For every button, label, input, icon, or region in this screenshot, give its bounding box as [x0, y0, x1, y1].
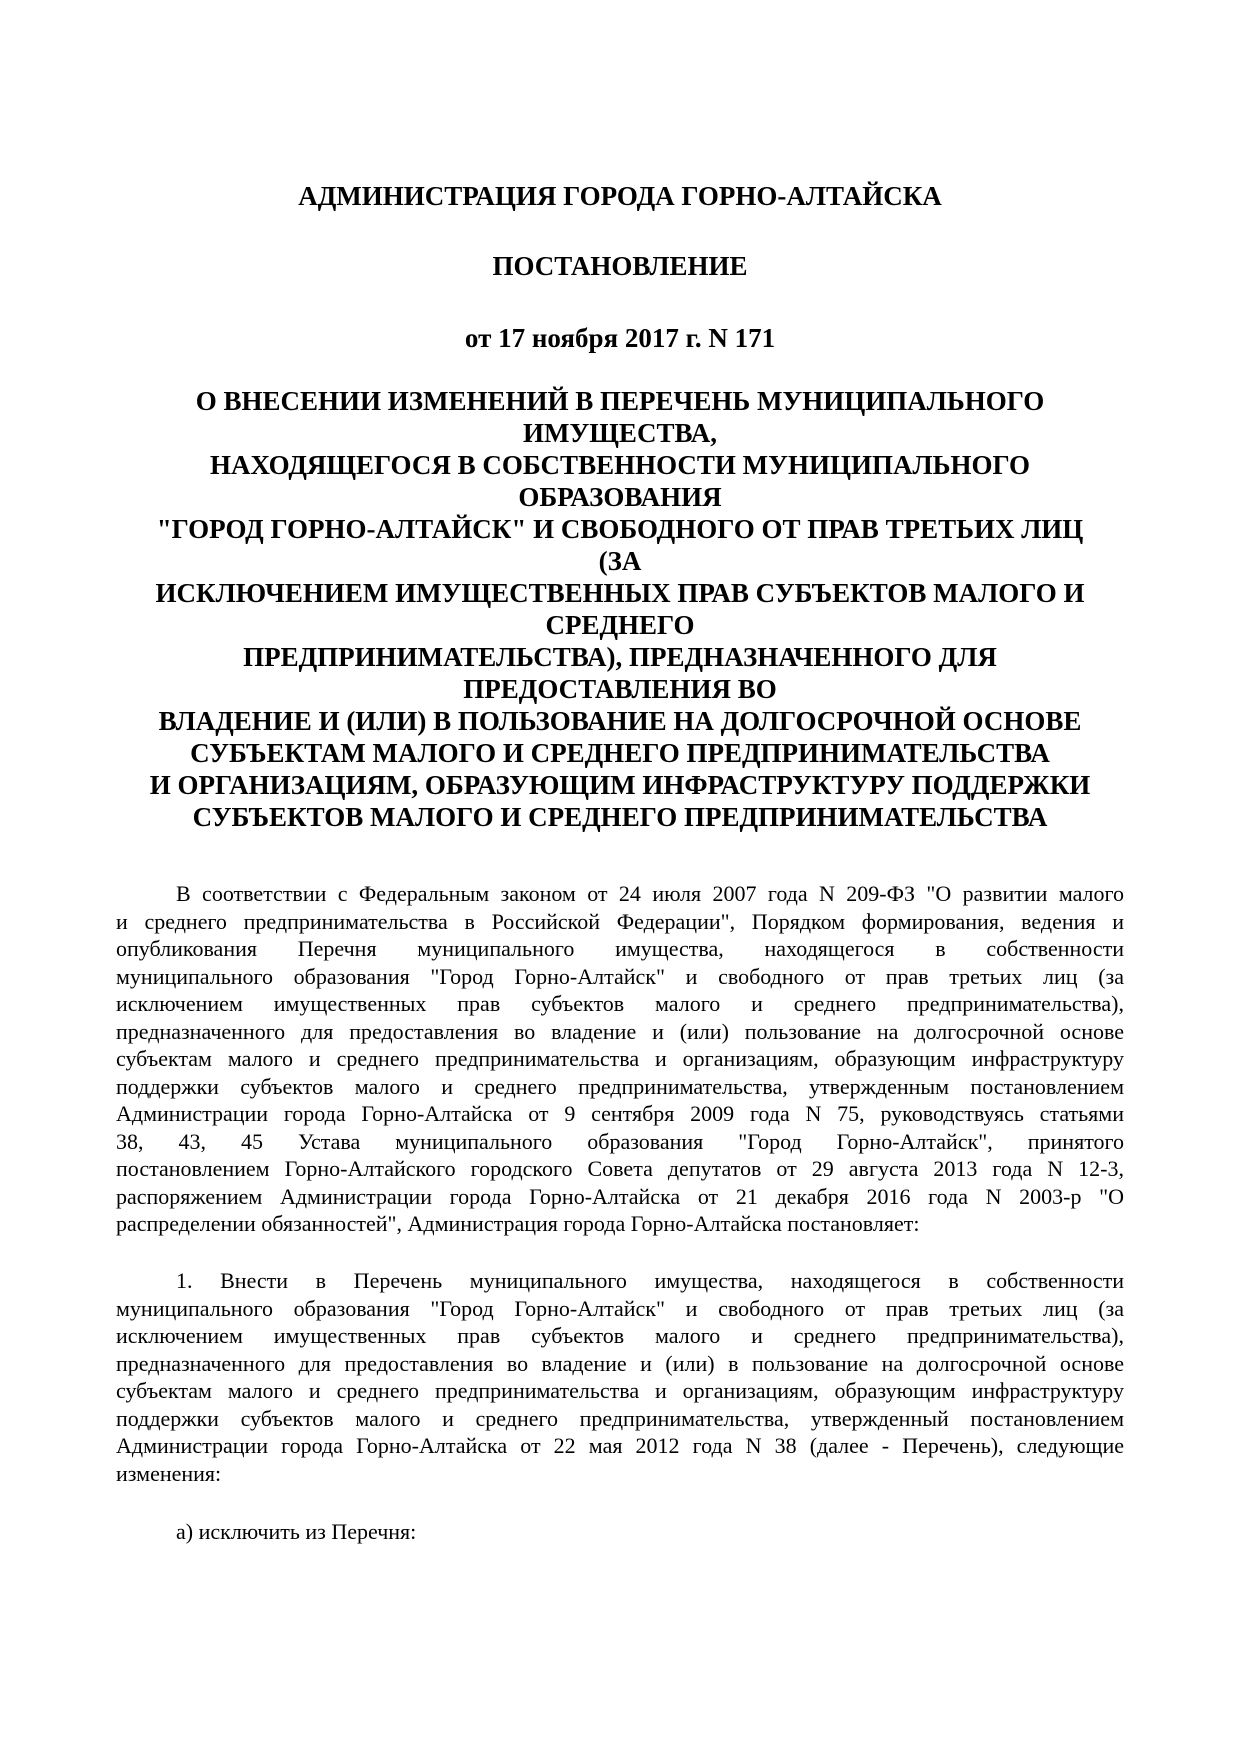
title-line: ОБРАЗОВАНИЯ: [518, 482, 722, 512]
paragraph-line: исключением имущественных прав субъектов малого и среднего предпринимательства),: [116, 1323, 1124, 1348]
paragraph-line: поддержки субъектов малого и среднего предпринимательства, утвержденный постановлением: [116, 1405, 1124, 1431]
paragraph-line: В соответствии с Федеральным законом от 24 июля 2007 года N 209-ФЗ "О развитии малого: [176, 881, 1124, 906]
title-line: (ЗА: [598, 546, 642, 576]
title-line: "ГОРОД ГОРНО-АЛТАЙСК" И СВОБОДНОГО ОТ ПРАВ ТРЕТЬИХ ЛИЦ: [156, 514, 1084, 544]
subitem-a-paragraph: [116, 1518, 1124, 1546]
paragraph-line: опубликования Перечня муниципального имущества, находящегося в собственности: [116, 936, 1124, 961]
title-line: СУБЪЕКТАМ МАЛОГО И СРЕДНЕГО ПРЕДПРИНИМАТЕЛЬСТВА: [190, 738, 1050, 768]
paragraph-line: Администрации города Горно-Алтайска от 22 мая 2012 года N 38 (далее - Перечень), следующие: [116, 1433, 1124, 1458]
paragraph-line: 38, 43, 45 Устава муниципального образования "Город Горно-Алтайск", принятого: [116, 1128, 1124, 1154]
title-line: СУБЪЕКТОВ МАЛОГО И СРЕДНЕГО ПРЕДПРИНИМАТЕЛЬСТВА: [192, 802, 1048, 832]
title-line: ВЛАДЕНИЕ И (ИЛИ) В ПОЛЬЗОВАНИЕ НА ДОЛГОСРОЧНОЙ ОСНОВЕ: [158, 706, 1082, 736]
paragraph-line: и среднего предпринимательства в Российской Федерации", Порядком формирования, ведения и: [116, 908, 1124, 934]
paragraph-line: муниципального образования "Город Горно-Алтайск" и свободного от прав третьих лиц (за: [116, 1295, 1124, 1321]
paragraph-line: исключением имущественных прав субъектов малого и среднего предпринимательства),: [116, 991, 1124, 1016]
paragraph-line: постановлением Горно-Алтайского городского Совета депутатов от 29 августа 2013 года N 12-3,: [116, 1156, 1124, 1181]
title-line: НАХОДЯЩЕГОСЯ В СОБСТВЕННОСТИ МУНИЦИПАЛЬНОГО: [210, 450, 1030, 480]
title-line: О ВНЕСЕНИИ ИЗМЕНЕНИЙ В ПЕРЕЧЕНЬ МУНИЦИПАЛЬНОГО: [195, 386, 1045, 416]
paragraph-line: 1. Внести в Перечень муниципального имущества, находящегося в собственности: [176, 1268, 1124, 1293]
document-type: ПОСТАНОВЛЕНИЕ: [492, 251, 748, 281]
title-line: ИМУЩЕСТВА,: [522, 418, 718, 448]
paragraph-line: субъектам малого и среднего предпринимательства и организациям, образующим инфраструктуру: [116, 1046, 1124, 1071]
paragraph-line: распоряжением Администрации города Горно-Алтайска от 21 декабря 2016 года N 2003-р "О: [116, 1183, 1124, 1209]
document-title: [100, 385, 1140, 833]
paragraph-line: субъектам малого и среднего предпринимательства и организациям, образующим инфраструктуру: [116, 1378, 1124, 1403]
title-line: ПРЕДПРИНИМАТЕЛЬСТВА), ПРЕДНАЗНАЧЕННОГО ДЛЯ: [243, 642, 997, 672]
paragraph-line: изменения:: [116, 1460, 222, 1486]
document-date-number: от 17 ноября 2017 г. N 171: [464, 323, 776, 353]
paragraph-line: распределении обязанностей", Администрация города Горно-Алтайска постановляет:: [116, 1211, 920, 1236]
preamble-paragraph: [116, 880, 1124, 1238]
paragraph-line: предназначенного для предоставления во владение и (или) в пользование на долгосрочной основе: [116, 1350, 1124, 1376]
paragraph-line: поддержки субъектов малого и среднего предпринимательства, утвержденным постановлением: [116, 1073, 1124, 1099]
title-line: И ОРГАНИЗАЦИЯМ, ОБРАЗУЮЩИМ ИНФРАСТРУКТУРУ ПОДДЕРЖКИ: [149, 770, 1091, 800]
title-line: ИСКЛЮЧЕНИЕМ ИМУЩЕСТВЕННЫХ ПРАВ СУБЪЕКТОВ МАЛОГО И: [155, 578, 1085, 608]
item-1-paragraph: [116, 1267, 1124, 1487]
paragraph-line: Администрации города Горно-Алтайска от 9 сентября 2009 года N 75, руководствуясь статьями: [116, 1101, 1124, 1126]
issuing-authority: АДМИНИСТРАЦИЯ ГОРОДА ГОРНО-АЛТАЙСКА: [298, 181, 942, 211]
title-line: СРЕДНЕГО: [545, 610, 695, 640]
paragraph-line: предназначенного для предоставления во владение и (или) пользование на долгосрочной основе: [116, 1018, 1124, 1044]
title-line: ПРЕДОСТАВЛЕНИЯ ВО: [463, 674, 777, 704]
paragraph-line: муниципального образования "Город Горно-Алтайск" и свободного от прав третьих лиц (за: [116, 963, 1124, 989]
paragraph-line: а) исключить из Перечня:: [176, 1519, 417, 1544]
